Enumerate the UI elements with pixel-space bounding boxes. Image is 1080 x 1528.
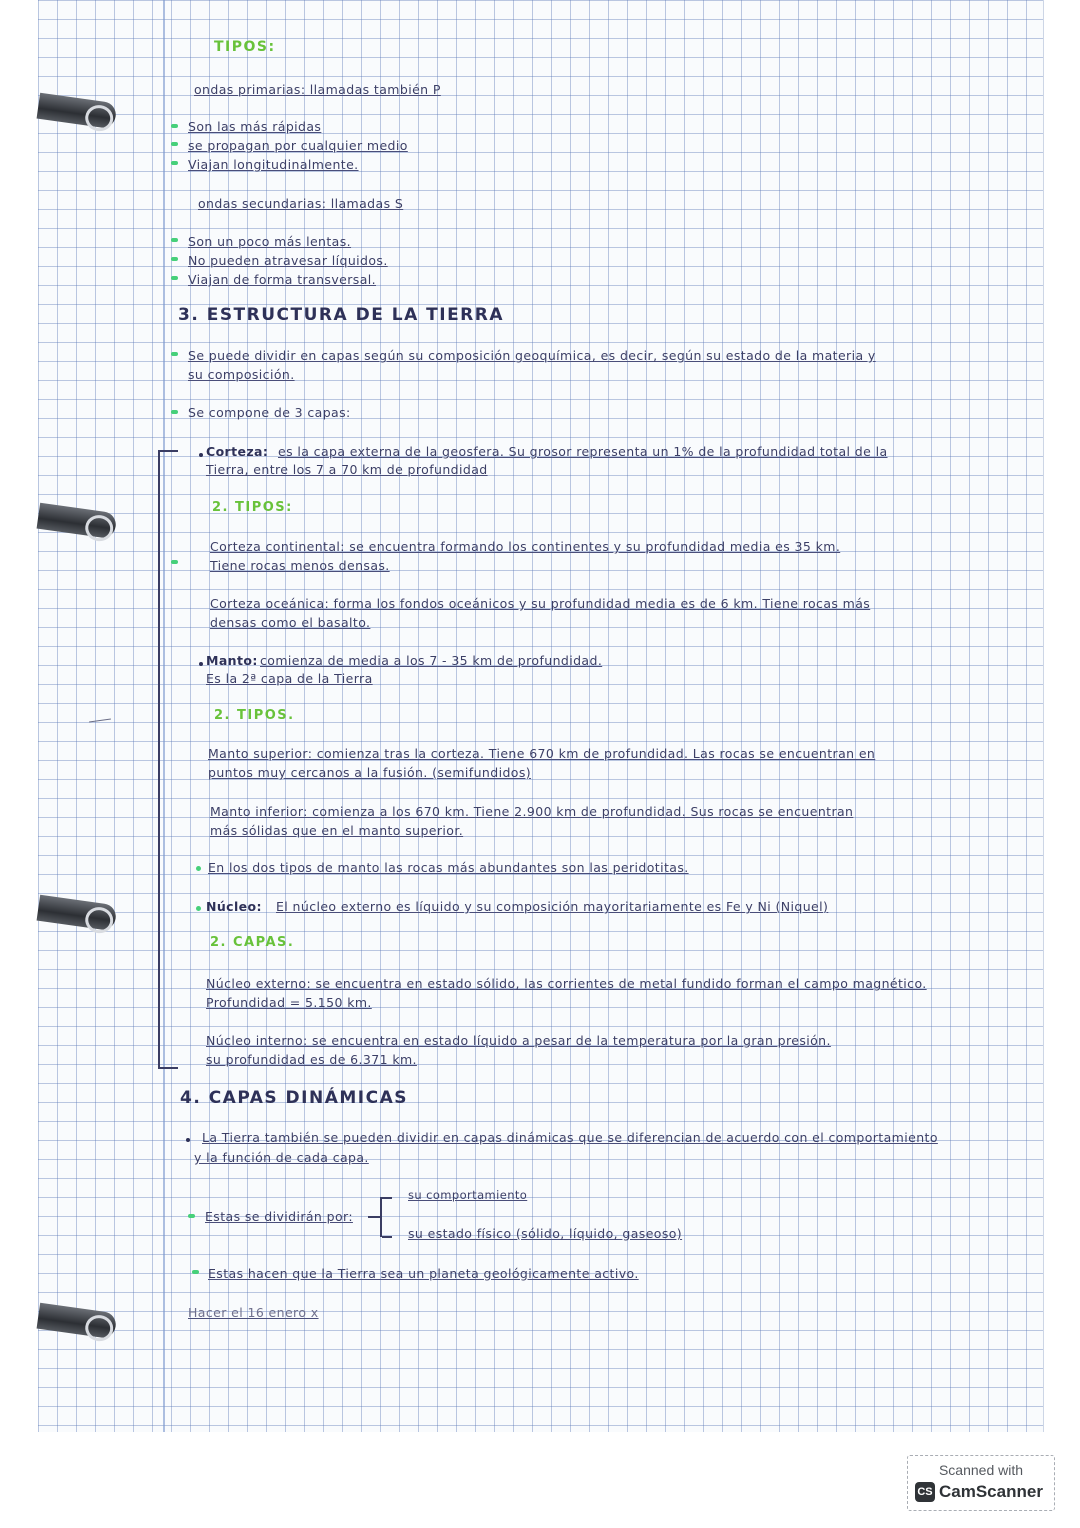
- brace-middle-icon: [368, 1216, 380, 1218]
- bullet-icon: [171, 410, 178, 414]
- dot-icon: [199, 662, 203, 666]
- s-item-2: No pueden atravesar líquidos.: [188, 253, 388, 268]
- nucleo-label: Núcleo:: [206, 899, 262, 914]
- manto-tipos-heading: 2. TIPOS.: [214, 708, 295, 723]
- bullet-icon: [171, 560, 178, 564]
- section-3-heading: 3. ESTRUCTURA DE LA TIERRA: [178, 305, 505, 325]
- manto-line1: comienza de media a los 7 - 35 km de profundidad.: [260, 653, 603, 668]
- s3-paragraph-line2: su composición.: [188, 367, 295, 382]
- s4-paragraph-line2: y la función de cada capa.: [194, 1150, 369, 1165]
- bullet-icon: [171, 257, 178, 261]
- section-4-heading: 4. CAPAS DINÁMICAS: [180, 1088, 408, 1108]
- s-item-3: Viajan de forma transversal.: [188, 272, 376, 287]
- nucleo-interno-line1: Núcleo interno: se encuentra en estado líquido a pesar de la temperatura por la gran presión.: [206, 1033, 831, 1048]
- s3-compose-line: Se compone de 3 capas:: [188, 405, 351, 420]
- manto-inferior-line2: más sólidas que en el manto superior.: [210, 823, 464, 838]
- nucleo-interno-line2: su profundidad es de 6.371 km.: [206, 1052, 417, 1067]
- p-waves-intro: ondas primarias: llamadas también P: [194, 82, 441, 97]
- scanned-with-caption: Scanned with: [938, 1462, 1024, 1478]
- camscanner-logo-icon: CS: [915, 1482, 935, 1502]
- s3-paragraph-line1: Se puede dividir en capas según su composición geoquímica, es decir, según su estado de la materia y: [188, 348, 876, 363]
- corteza-continental-line1: Corteza continental: se encuentra formando los continentes y su profundidad media es 35 km.: [210, 539, 841, 554]
- dot-icon: [199, 453, 203, 457]
- bullet-icon: [196, 866, 201, 871]
- p-item-3: Viajan longitudinalmente.: [188, 157, 359, 172]
- brace-icon: [380, 1197, 394, 1237]
- s4-option-2: su estado físico (sólido, líquido, gaseoso): [408, 1226, 683, 1241]
- p-item-2: se propagan por cualquier medio: [188, 138, 408, 153]
- layers-bracket: [158, 450, 178, 1069]
- manto-label: Manto:: [206, 653, 258, 668]
- bullet-icon: [171, 276, 178, 280]
- s4-active-line: Estas hacen que la Tierra sea un planeta geológicamente activo.: [208, 1266, 639, 1281]
- corteza-oceanica-line2: densas como el basalto.: [210, 615, 371, 630]
- corteza-line1: es la capa externa de la geosfera. Su grosor representa un 1% de la profundidad total de la: [278, 444, 888, 459]
- corteza-line2: Tierra, entre los 7 a 70 km de profundidad: [206, 462, 488, 477]
- manto-inferior-line1: Manto inferior: comienza a los 670 km. Tiene 2.900 km de profundidad. Sus rocas se encuentran: [210, 804, 854, 819]
- manto-superior-line1: Manto superior: comienza tras la corteza. Tiene 670 km de profundidad. Las rocas se encuentran en: [208, 746, 876, 761]
- manto-superior-line2: puntos muy cercanos a la fusión. (semifundidos): [208, 765, 532, 780]
- corteza-oceanica-line1: Corteza oceánica: forma los fondos oceánicos y su profundidad media es de 6 km. Tiene rocas más: [210, 596, 871, 611]
- s-item-1: Son un poco más lentas.: [188, 234, 352, 249]
- corteza-continental-line2: Tiene rocas menos densas.: [210, 558, 390, 573]
- corteza-tipos-heading: 2. TIPOS:: [212, 500, 293, 515]
- nucleo-capas-heading: 2. CAPAS.: [210, 935, 295, 950]
- nucleo-externo-line2: Profundidad = 5.150 km.: [206, 995, 372, 1010]
- manto-rocas-line: En los dos tipos de manto las rocas más abundantes son las peridotitas.: [208, 860, 689, 875]
- nucleo-externo-line1: Núcleo externo: se encuentra en estado sólido, las corrientes de metal fundido forman el campo magnético.: [206, 976, 927, 991]
- p-item-1: Son las más rápidas: [188, 119, 322, 134]
- corteza-label: Corteza:: [206, 444, 269, 459]
- bullet-icon: [171, 352, 178, 356]
- bullet-icon: [192, 1270, 199, 1274]
- bullet-icon: [188, 1214, 195, 1218]
- brace-bottom-icon: [382, 1236, 392, 1238]
- dot-icon: [186, 1138, 190, 1142]
- s-waves-intro: ondas secundarias: llamadas S: [198, 196, 404, 211]
- bullet-icon: [171, 161, 178, 165]
- manto-line2: Es la 2ª capa de la Tierra: [206, 671, 373, 686]
- s4-divide-line: Estas se dividirán por:: [205, 1209, 353, 1224]
- s4-option-1: su comportamiento: [408, 1188, 528, 1202]
- bullet-icon: [171, 124, 178, 128]
- brace-top-icon: [382, 1197, 392, 1199]
- camscanner-name: CamScanner: [939, 1482, 1043, 1501]
- s4-paragraph-line1: La Tierra también se pueden dividir en capas dinámicas que se diferencian de acuerdo con el comportamiento: [202, 1130, 938, 1145]
- bullet-icon: [196, 906, 201, 911]
- camscanner-watermark: [907, 1455, 1055, 1511]
- bullet-icon: [171, 142, 178, 146]
- bullet-icon: [171, 238, 178, 242]
- footer-reminder: Hacer el 16 enero x: [188, 1305, 319, 1320]
- nucleo-line: El núcleo externo es líquido y su composición mayoritariamente es Fe y Ni (Niquel): [276, 899, 829, 914]
- tipos-title: TIPOS:: [214, 39, 276, 55]
